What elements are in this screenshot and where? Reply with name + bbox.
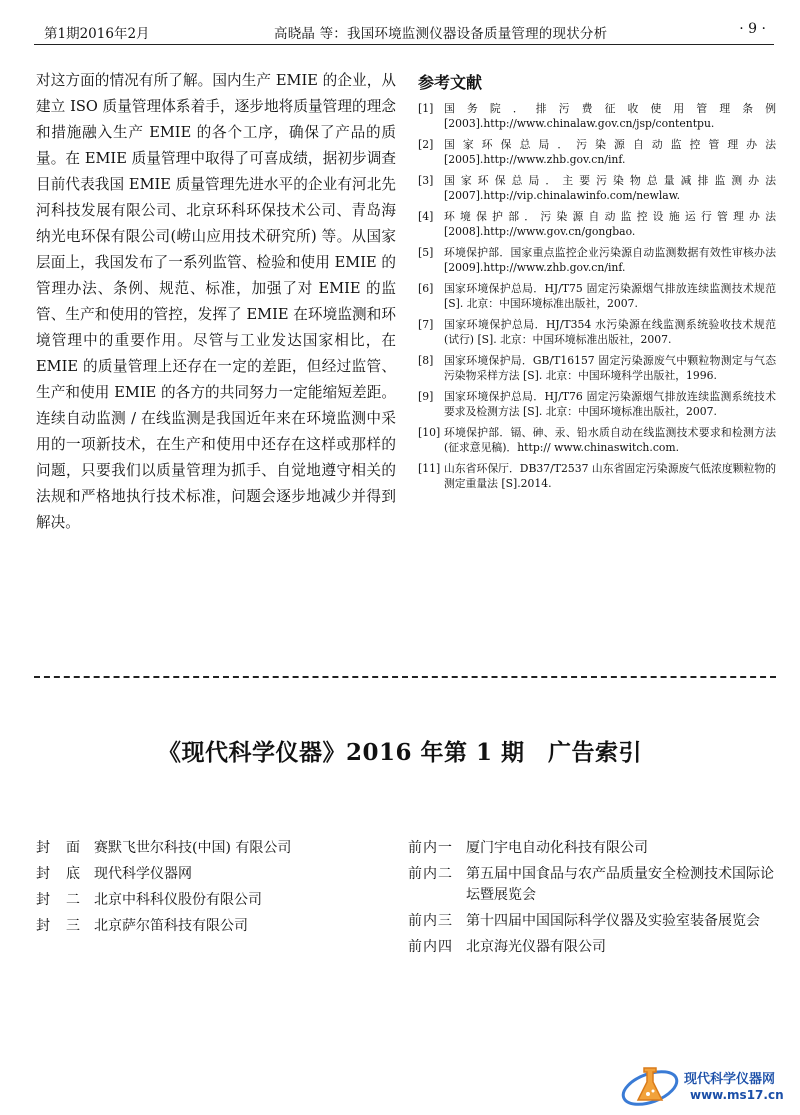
reference-number: [8]	[418, 354, 434, 367]
references-section	[418, 70, 776, 497]
advertiser-name: 现代科学仪器网	[94, 866, 192, 882]
article-running-title: 高晓晶 等：我国环境监测仪器设备质量管理的现状分析	[274, 26, 608, 42]
advertiser-name: 北京海光仪器有限公司	[466, 939, 606, 955]
flask-logo-icon	[618, 1060, 682, 1110]
reference-text: 环境保护部．镉、砷、汞、铅水质自动在线监测技术要求和检测方法(征求意见稿)．http:// www.chinaswitch.com.	[444, 426, 776, 454]
reference-number: [9]	[418, 390, 434, 403]
ad-index-row	[36, 864, 376, 885]
ad-position: 封 二	[36, 892, 81, 908]
ad-index-right-column	[408, 838, 783, 963]
reference-item	[418, 137, 776, 167]
reference-item	[418, 173, 776, 203]
reference-text: 国家环境保护总局．HJ/T76 固定污染源烟气排放连续监测系统技术要求及检测方法 [S]. 北京：中国环境标准出版社，2007.	[444, 390, 776, 418]
reference-number: [5]	[418, 246, 434, 259]
ad-index-left-column	[36, 838, 376, 942]
issue-date: 第1期2016年2月	[44, 26, 150, 42]
ad-index-row	[36, 890, 376, 911]
ad-position: 前内三	[408, 913, 453, 929]
running-header	[34, 18, 774, 45]
reference-text: 国家环保总局．主要污染物总量减排监测办法 [2007].http://vip.chinalawinfo.com/newlaw.	[444, 174, 776, 202]
references-heading: 参考文献	[418, 73, 483, 92]
ad-index-row	[408, 838, 783, 859]
ad-index-row	[36, 916, 376, 937]
advertiser-name: 第十四届中国国际科学仪器及实验室装备展览会	[466, 913, 760, 929]
ad-position: 前内一	[408, 840, 453, 856]
reference-item	[418, 245, 776, 275]
reference-item	[418, 461, 776, 491]
page-number: · 9 ·	[739, 21, 766, 37]
ad-index-title: 《现代科学仪器》2016 年第 1 期 广告索引	[157, 739, 643, 766]
body-text-column	[36, 68, 396, 536]
watermark-url: www.ms17.cn	[690, 1088, 784, 1102]
advertiser-name: 赛默飞世尔科技(中国) 有限公司	[94, 840, 292, 856]
reference-number: [1]	[418, 102, 434, 115]
watermark-site-name: 现代科学仪器网	[684, 1072, 776, 1087]
ad-position: 前内二	[408, 866, 453, 882]
reference-number: [10]	[418, 426, 441, 439]
reference-number: [3]	[418, 174, 434, 187]
reference-number: [7]	[418, 318, 434, 331]
reference-number: [6]	[418, 282, 434, 295]
reference-text: 国务院．排污费征收使用管理条例 [2003].http://www.chinalaw.gov.cn/jsp/contentpu.	[444, 102, 776, 130]
reference-item	[418, 353, 776, 383]
references-list	[418, 101, 776, 491]
reference-number: [2]	[418, 138, 434, 151]
reference-item	[418, 389, 776, 419]
advertiser-name: 第五届中国食品与农产品质量安全检测技术国际论坛暨展览会	[466, 866, 774, 903]
reference-text: 国家环境保护总局．HJ/T354 水污染源在线监测系统验收技术规范(试行) [S]. 北京：中国环境标准出版社，2007.	[444, 318, 776, 346]
reference-item	[418, 317, 776, 347]
reference-text: 环境保护部．污染源自动监控设施运行管理办法 [2008].http://www.gov.cn/gongbao.	[444, 210, 776, 238]
ad-position: 封 底	[36, 866, 81, 882]
reference-text: 环境保护部．国家重点监控企业污染源自动监测数据有效性审核办法 [2009].http://www.zhb.gov.cn/inf.	[444, 246, 776, 274]
advertiser-name: 厦门宇电自动化科技有限公司	[466, 840, 648, 856]
watermark-logo	[618, 1060, 798, 1110]
reference-number: [11]	[418, 462, 441, 475]
reference-text: 山东省环保厅．DB37/T2537 山东省固定污染源废气低浓度颗粒物的测定重量法 [S].2014.	[444, 462, 776, 490]
reference-number: [4]	[418, 210, 434, 223]
ad-index-row	[36, 838, 376, 859]
reference-item	[418, 101, 776, 131]
ad-index-row	[408, 864, 783, 906]
dashed-divider	[34, 676, 776, 678]
reference-item	[418, 425, 776, 455]
reference-item	[418, 209, 776, 239]
reference-text: 国家环境保护局．GB/T16157 固定污染源废气中颗粒物测定与气态污染物采样方法 [S]. 北京：中国环境科学出版社，1996.	[444, 354, 776, 382]
advertiser-name: 北京中科科仪股份有限公司	[94, 892, 262, 908]
reference-item	[418, 281, 776, 311]
advertiser-name: 北京萨尔笛科技有限公司	[94, 918, 248, 934]
reference-text: 国家环保总局．污染源自动监控管理办法 [2005].http://www.zhb.gov.cn/inf.	[444, 138, 776, 166]
ad-index-row	[408, 911, 783, 932]
reference-text: 国家环境保护总局．HJ/T75 固定污染源烟气排放连续监测技术规范 [S]. 北京：中国环境标准出版社，2007.	[444, 282, 776, 310]
body-paragraph: 对这方面的情况有所了解。国内生产 EMIE 的企业，从建立 ISO 质量管理体系着手，逐步地将质量管理的理念和措施融入生产 EMIE 的各个工序，确保了产品的质量。在 EMIE 质量管理中取得了可喜成绩，据初步调查目前代表我国 EMIE 质量管理先进水平的企业有河北先河科技发展有限公司、北京环科环保技术公司、青岛海纳光电环保有限公司(崂山应用技术研究所) 等。从国家层面上，我国发布了一系列监管、检验和使用 EMIE 的管理办法、条例、规范、标准，加强了对 EMIE 的监管、生产和使用的管控，发挥了 EMIE 在环境监测和环境管理中的重要作用。尽管与工业发达国家相比，在 EMIE 的质量管理上还存在一定的差距，但经过监管、生产和使用 EMIE 的各方的共同努力一定能缩短差距。连续自动监测 / 在线监测是我国近年来在环境监测中采用的一项新技术，在生产和使用中还存在这样或那样的问题，只要我们以质量管理为抓手、自觉地遵守相关的法规和严格地执行技术标准，问题会逐步地减少并得到解决。	[36, 72, 396, 531]
ad-position: 封 三	[36, 918, 81, 934]
ad-index-row	[408, 937, 783, 958]
ad-position: 前内四	[408, 939, 453, 955]
ad-position: 封 面	[36, 840, 81, 856]
